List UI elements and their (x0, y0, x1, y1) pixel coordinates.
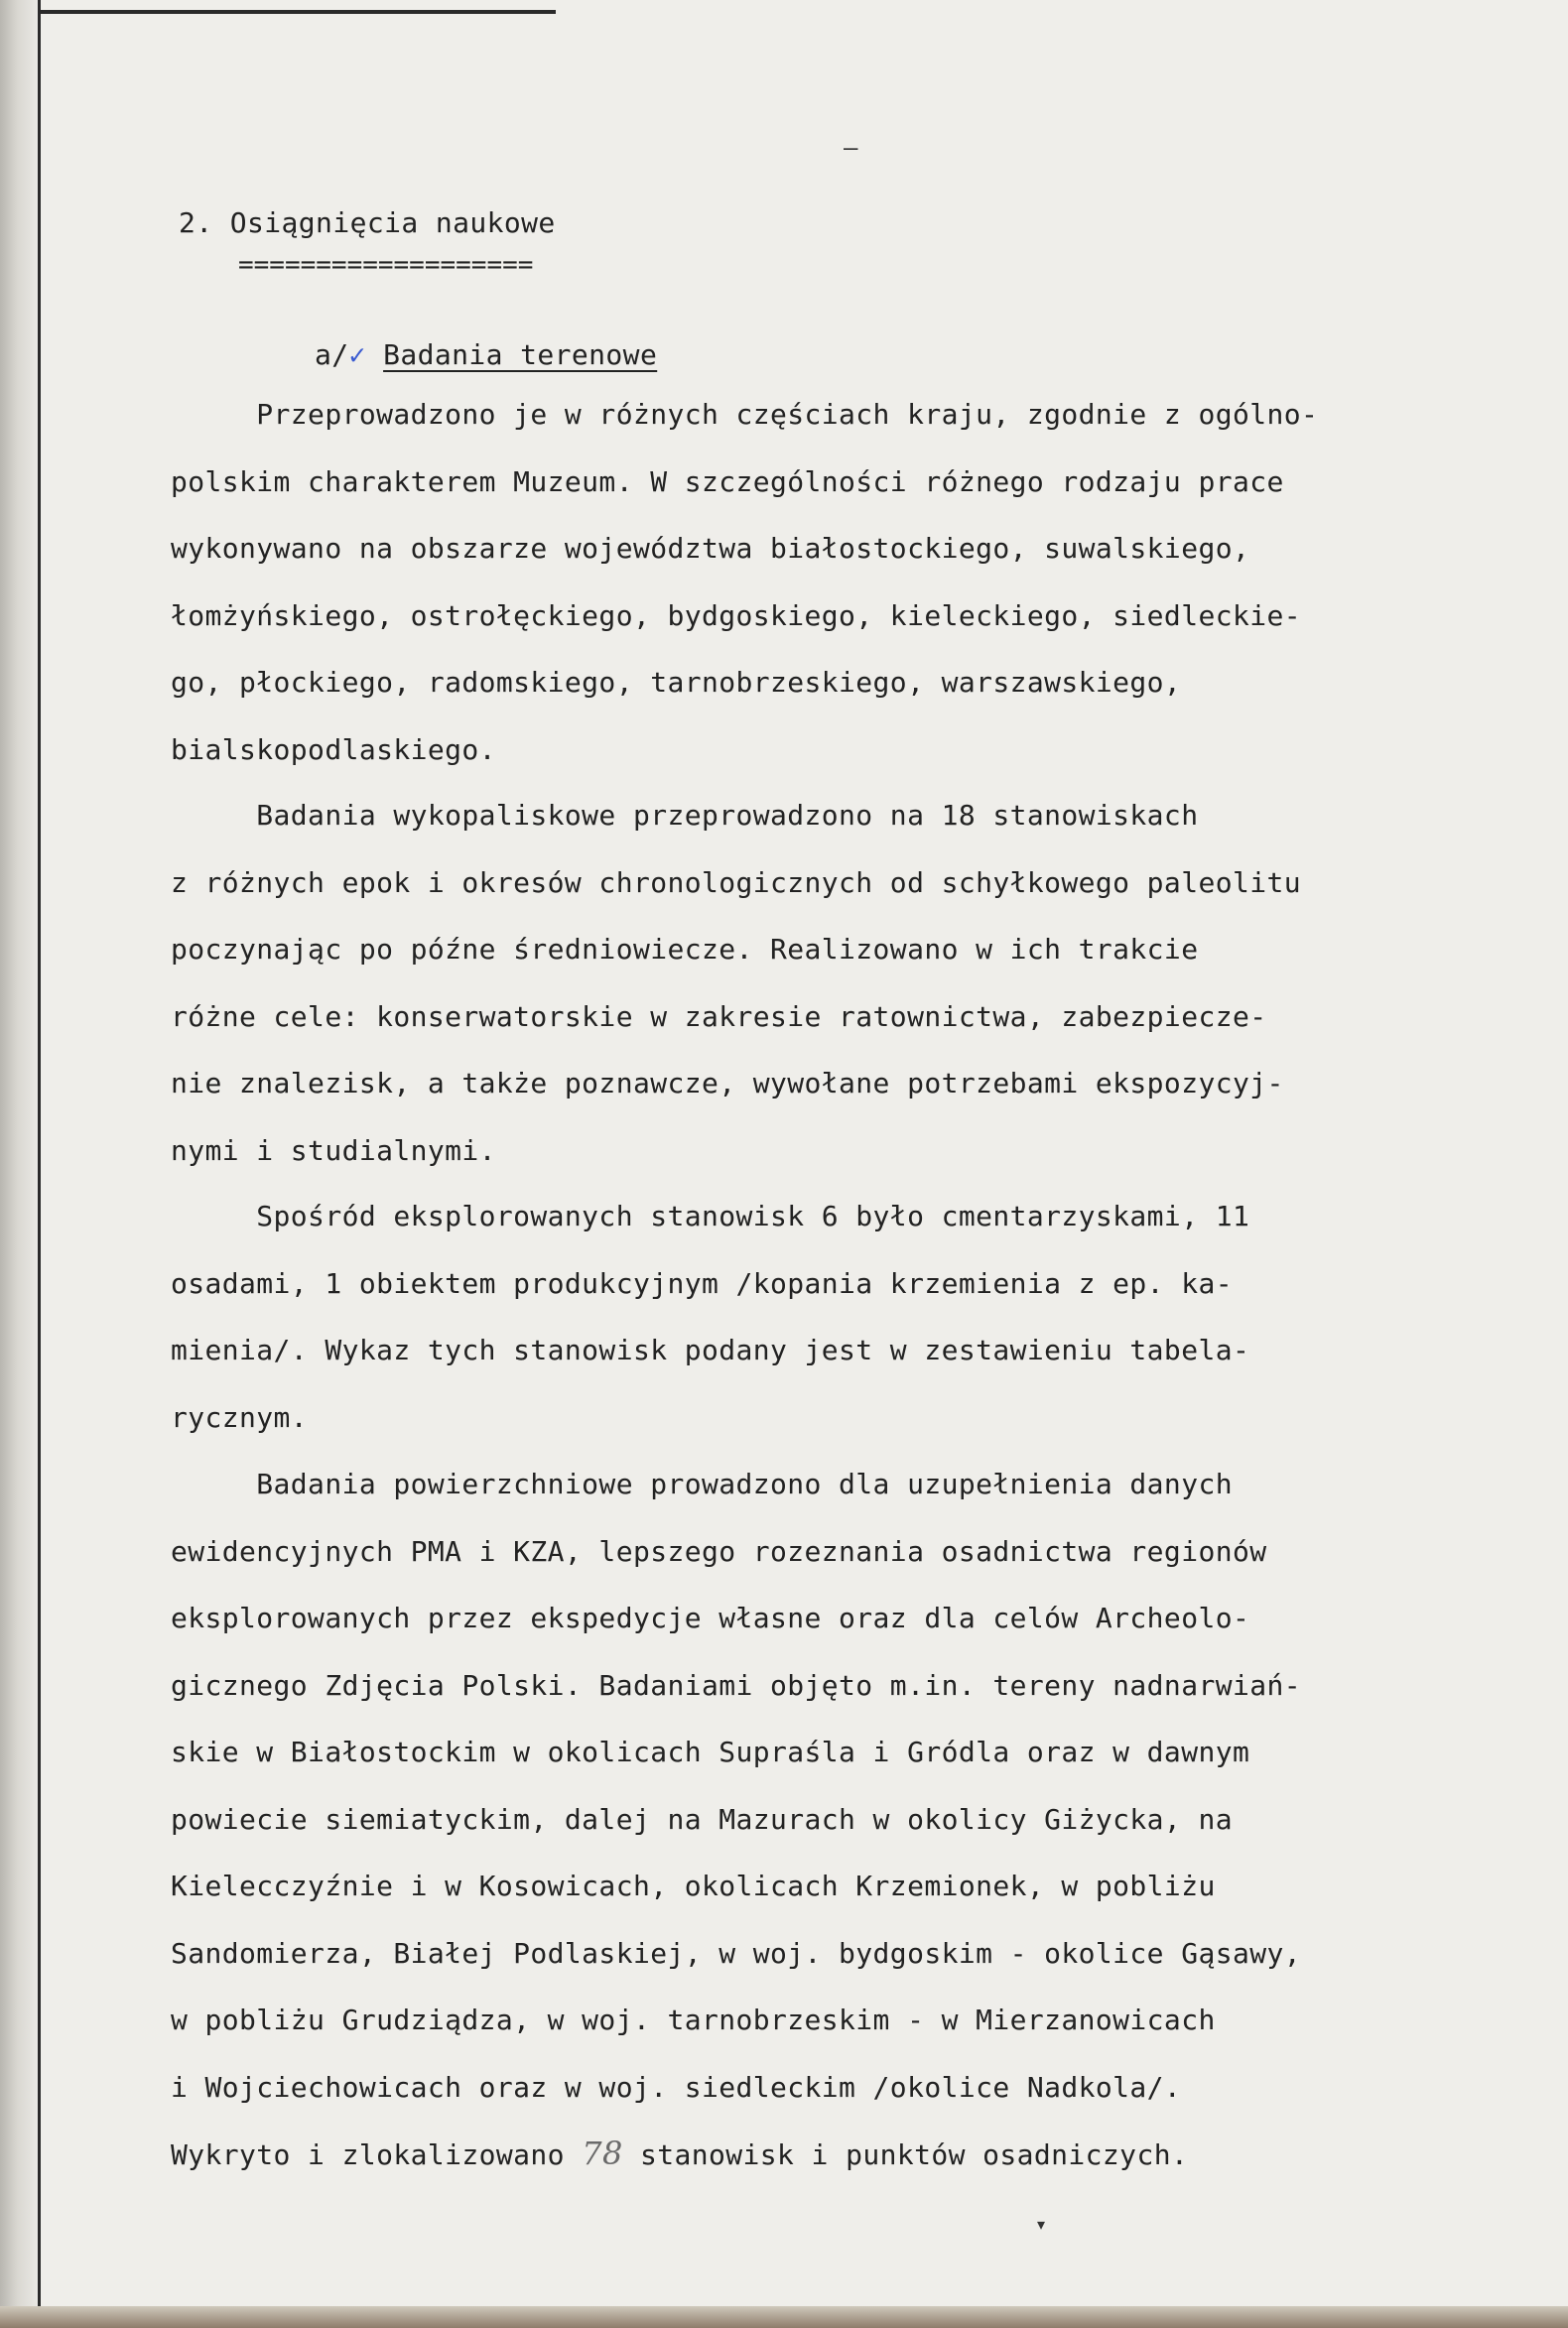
text-line: eksplorowanych przez ekspedycje własne oraz dla celów Archeolo- (171, 1602, 1250, 1634)
text-line: poczynając po późne średniowiecze. Realizowano w ich trakcie (171, 933, 1199, 966)
page-bottom-edge (0, 2306, 1568, 2328)
text-line: Kielecczyźnie i w Kosowicach, okolicach Krzemionek, w pobliżu (171, 1870, 1216, 1902)
page-dash-mark: – (844, 134, 858, 162)
text-line: wykonywano na obszarze województwa białostockiego, suwalskiego, (171, 532, 1250, 565)
section-heading: 2. Osiągnięcia naukowe (179, 206, 556, 239)
text-line: mienia/. Wykaz tych stanowisk podany jest w zestawieniu tabela- (171, 1334, 1250, 1366)
subsection-prefix: a/ (315, 338, 349, 371)
text-line: Badania wykopaliskowe przeprowadzono na 18 stanowiskach (171, 799, 1199, 832)
text-line: nie znalezisk, a także poznawcze, wywołane potrzebami ekspozycyj- (171, 1067, 1284, 1099)
handwritten-number: 78 (582, 2134, 623, 2172)
text-line: różne cele: konserwatorskie w zakresie ratownictwa, zabezpiecze- (171, 999, 1267, 1033)
text-line: bialskopodlaskiego. (171, 732, 496, 766)
text-line: gicznego Zdjęcia Polski. Badaniami objęto m.in. tereny nadnarwiań- (171, 1668, 1301, 1702)
paragraph-regions (171, 381, 1540, 783)
text-line: go, płockiego, radomskiego, tarnobrzeskiego, warszawskiego, (171, 666, 1182, 699)
top-rule (40, 10, 556, 14)
text-line: skie w Białostockim w okolicach Supraśla i Gródla oraz w dawnym (171, 1736, 1250, 1768)
text-line: Sandomierza, Białej Podlaskiej, w woj. bydgoskim - okolice Gąsawy, (171, 1936, 1301, 1970)
final-line-start: Wykryto i zlokalizowano (171, 2138, 583, 2171)
text-line: rycznym. (171, 1400, 309, 1434)
paragraph-sites (171, 1183, 1540, 1451)
check-mark-icon: ✓ (348, 338, 366, 371)
final-line (171, 2121, 1540, 2188)
text-line: Badania powierzchniowe prowadzono dla uzupełnienia danych (171, 1468, 1233, 1500)
text-line: nymi i studialnymi. (171, 1133, 496, 1167)
text-line: łomżyńskiego, ostrołęckiego, bydgoskiego, kieleckiego, siedleckie- (171, 598, 1301, 632)
paragraph-surface-surveys (171, 1451, 1540, 2188)
final-line-end: stanowisk i punktów osadniczych. (622, 2138, 1189, 2171)
subsection-label: Badania terenowe (383, 338, 658, 371)
spine-edge-line (38, 0, 41, 2328)
text-line: i Wojciechowicach oraz w woj. siedleckim /okolice Nadkola/. (171, 2070, 1182, 2104)
text-line: ewidencyjnych PMA i KZA, lepszego rozeznania osadnictwa regionów (171, 1534, 1267, 1568)
text-line: polskim charakterem Muzeum. W szczególności różnego rodzaju prace (171, 464, 1284, 498)
text-line: Spośród eksplorowanych stanowisk 6 było cmentarzyskami, 11 (171, 1200, 1250, 1232)
heading-underline: =================== (238, 250, 534, 280)
paragraph-excavations (171, 782, 1540, 1184)
text-line: osadami, 1 obiektem produkcyjnym /kopania krzemienia z ep. ka- (171, 1266, 1233, 1300)
text-line: Przeprowadzono je w różnych częściach kraju, zgodnie z ogólno- (171, 398, 1319, 431)
text-line: z różnych epok i okresów chronologicznych od schyłkowego paleolitu (171, 865, 1301, 899)
binding-spine (0, 0, 40, 2328)
text-line: w pobliżu Grudziądza, w woj. tarnobrzeskim - w Mierzanowicach (171, 2004, 1216, 2036)
bottom-mark-icon: ▾ (1037, 2215, 1046, 2234)
text-line: powiecie siemiatyckim, dalej na Mazurach w okolicy Giżycka, na (171, 1802, 1233, 1836)
